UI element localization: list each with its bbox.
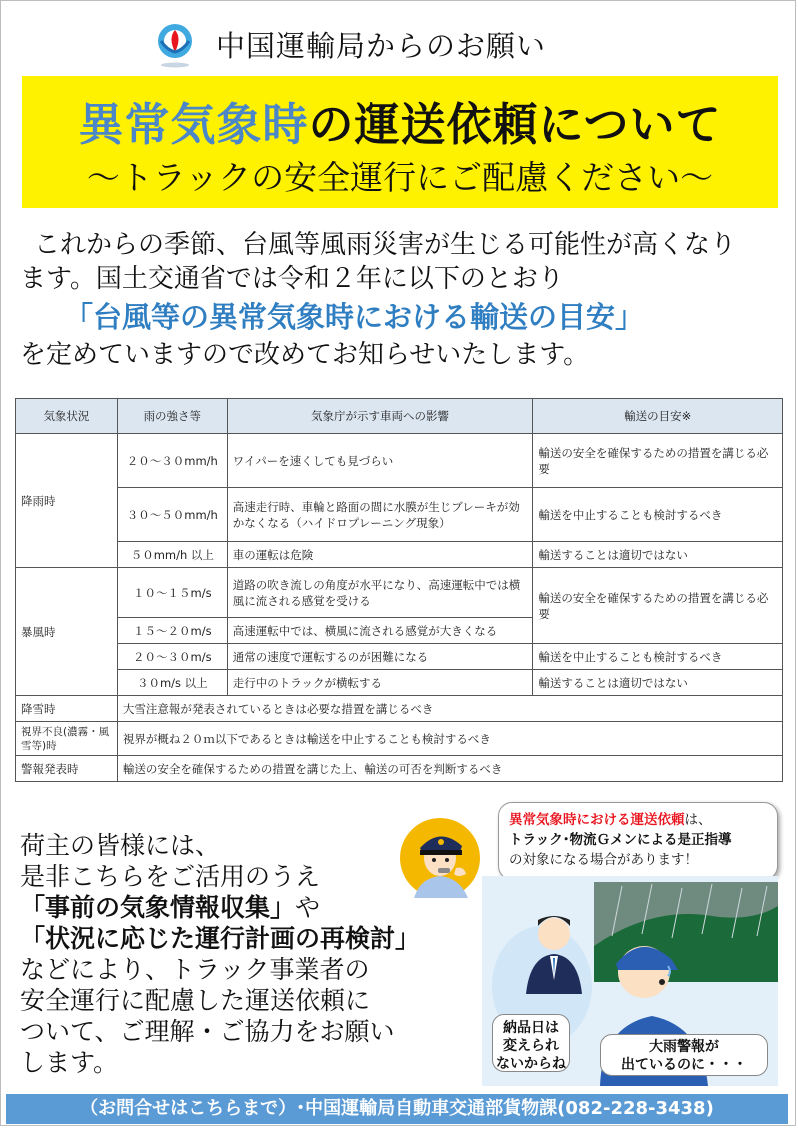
- rain-impact: 高速走行時、車輪と路面の間に水膜が生じブレーキが効かなくなる（ハイドロプレーニング現象）: [227, 488, 533, 542]
- table-header: 気象庁が示す車両への影響: [227, 399, 533, 434]
- request-line: 是非こちらをご活用のうえ: [20, 862, 321, 891]
- rain-strength: ３０～５０mm/h: [117, 488, 227, 542]
- table-header-row: [16, 399, 783, 434]
- request-line: します。: [20, 1048, 119, 1077]
- request-line: ついて、ご理解・ご協力をお願い: [20, 1017, 395, 1046]
- rain-label: 降雨時: [16, 434, 118, 568]
- intro-emphasis: 「台風等の異常気象時における輸送の目安」: [64, 300, 645, 334]
- request-paragraph: [20, 830, 420, 1078]
- wind-impact: 高速運転中では、横風に流される感覚が大きくなる: [227, 618, 533, 644]
- request-line: 安全運行に配慮した運送依頼に: [20, 986, 371, 1015]
- request-line: などにより、トラック事業者の: [20, 955, 370, 984]
- rain-guide: 輸送することは適切ではない: [533, 542, 783, 568]
- bubble-line: 変えられ: [503, 1038, 559, 1054]
- banner-title-highlight: 異常気象時: [78, 98, 309, 151]
- bureau-logo-icon: [152, 20, 198, 70]
- callout-line: トラック･物流Ｇメンによる是正指導: [509, 832, 732, 848]
- request-key-point: 「状況に応じた運行計画の再検討」: [20, 924, 421, 953]
- wind-label: 暴風時: [16, 568, 118, 696]
- rain-strength: ５０mm/h 以上: [117, 542, 227, 568]
- wind-guide: 輸送を中止することも検討するべき: [533, 644, 783, 670]
- table-header: 輸送の目安※: [533, 399, 783, 434]
- intro-line: これからの季節、台風等風雨災害が生じる可能性が高くなり: [34, 230, 737, 260]
- bubble-line: 出ているのに・・・: [621, 1057, 747, 1073]
- intro-line: ます。国土交通省では令和２年に以下のとおり: [20, 264, 564, 294]
- other-label: 視界不良(濃霧・風雪等)時: [16, 722, 118, 756]
- table-header: 雨の強さ等: [117, 399, 227, 434]
- rain-guide: 輸送を中止することも検討するべき: [533, 488, 783, 542]
- banner-title: [22, 88, 778, 153]
- enforcement-callout: [498, 802, 778, 880]
- driver-speech-bubble: [600, 1034, 768, 1076]
- table-row: [16, 696, 783, 722]
- callout-red-text: 異常気象時における運送依頼: [509, 812, 685, 828]
- shipper-speech-bubble: [492, 1014, 570, 1072]
- wind-strength: ３０m/s 以上: [117, 670, 227, 696]
- wind-impact: 通常の速度で運転するのが困難になる: [227, 644, 533, 670]
- wind-strength: １０～１５m/s: [117, 568, 227, 618]
- bubble-line: ないからね: [496, 1056, 566, 1072]
- callout-line: [509, 811, 712, 829]
- banner-subtitle: ～トラックの安全運行にご配慮ください～: [86, 158, 714, 197]
- table-row: [16, 756, 783, 782]
- wind-impact: 走行中のトラックが横転する: [227, 670, 533, 696]
- callout-line: の対象になる場合があります！: [509, 852, 698, 868]
- wind-guide: 輸送することは適切ではない: [533, 670, 783, 696]
- scene-illustration: [482, 876, 778, 1086]
- wind-impact: 道路の吹き流しの角度が水平になり、高速運転中では横風に流される感覚を受ける: [227, 568, 533, 618]
- rain-guide: 輸送の安全を確保するための措置を講じる必要: [533, 434, 783, 488]
- request-line: [20, 892, 420, 923]
- banner-title-rest: の運送依頼について: [308, 98, 722, 151]
- table-row: [16, 644, 783, 670]
- request-connector: や: [295, 893, 321, 922]
- weather-guideline-table: [15, 398, 783, 782]
- title-banner: [22, 76, 778, 208]
- table-row: [16, 568, 783, 618]
- header-title: 中国運輸局からのお願い: [216, 29, 547, 63]
- intro-paragraph: [20, 228, 780, 372]
- wind-strength: ２０～３０m/s: [117, 644, 227, 670]
- contact-footer: （お問合せはこちらまで）･中国運輸局自動車交通部貨物課(082-228-3438): [6, 1094, 788, 1124]
- intro-line: を定めていますので改めてお知らせいたします。: [20, 340, 590, 370]
- request-line: 荷主の皆様には、: [20, 831, 221, 860]
- other-text: 視界が概ね２０ｍ以下であるときは輸送を中止することも検討するべき: [117, 722, 782, 756]
- other-text: 大雪注意報が発表されているときは必要な措置を講じるべき: [117, 696, 782, 722]
- other-label: 警報発表時: [16, 756, 118, 782]
- wind-strength: １５～２０m/s: [117, 618, 227, 644]
- table-row: [16, 722, 783, 756]
- rain-strength: ２０～３０mm/h: [117, 434, 227, 488]
- bubble-line: 大雨警報が: [649, 1039, 719, 1055]
- table-row: [16, 434, 783, 488]
- other-label: 降雪時: [16, 696, 118, 722]
- table-header: 気象状況: [16, 399, 118, 434]
- table-row: [16, 488, 783, 542]
- table-row: [16, 542, 783, 568]
- wind-guide: 輸送の安全を確保するための措置を講じる必要: [533, 568, 783, 644]
- table-row: [16, 670, 783, 696]
- request-key-point: 「事前の気象情報収集」: [20, 893, 296, 922]
- bubble-line: 納品日は: [503, 1020, 559, 1036]
- callout-suffix: は、: [684, 812, 712, 828]
- other-text: 輸送の安全を確保するための措置を講じた上、輸送の可否を判断するべき: [117, 756, 782, 782]
- rain-impact: ワイパーを速くしても見づらい: [227, 434, 533, 488]
- rain-impact: 車の運転は危険: [227, 542, 533, 568]
